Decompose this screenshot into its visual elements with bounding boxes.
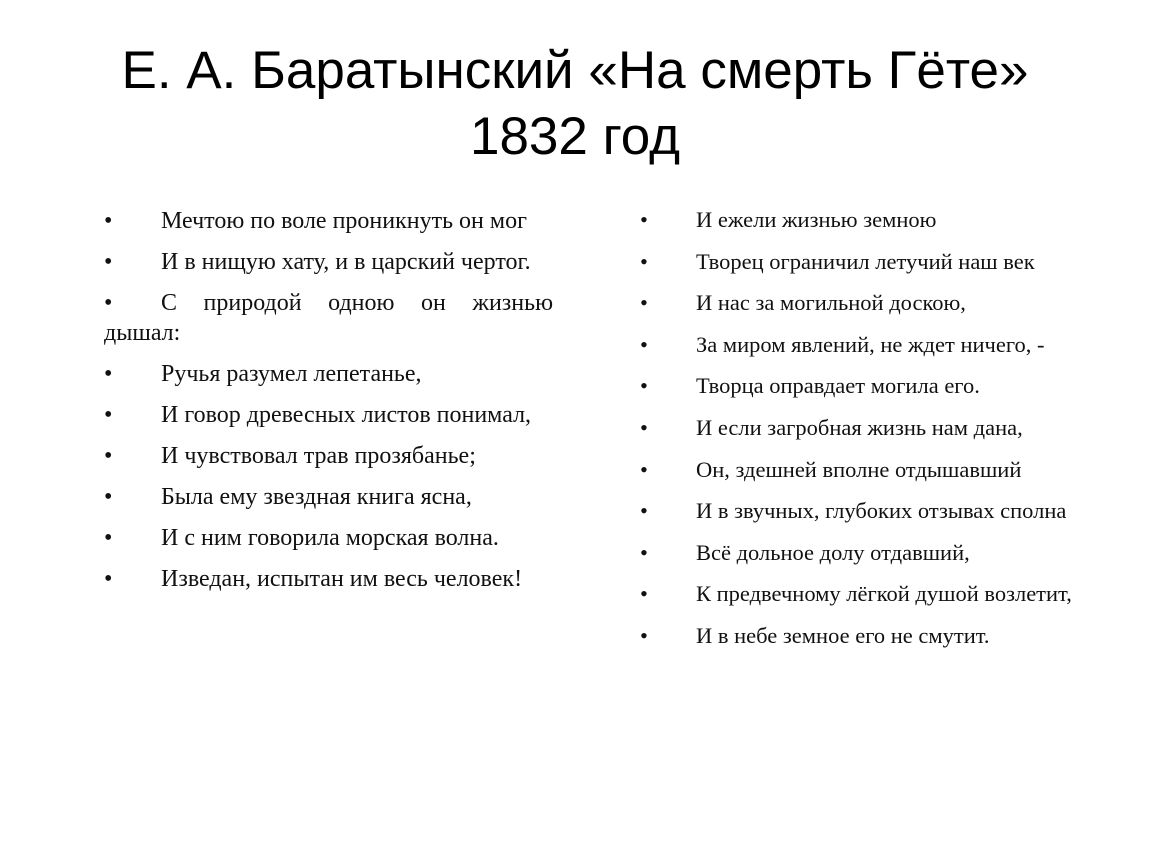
bullet-icon: • [640, 622, 648, 648]
bullet-icon: • [640, 331, 648, 357]
bullet-icon: • [640, 414, 648, 440]
verse-line: • Была ему звездная книга ясна, [104, 484, 472, 510]
verse-line: • За миром явлений, не ждет ничего, - [640, 331, 1045, 357]
verse-line: • И с ним говорила морская волна. [104, 525, 499, 551]
bullet-icon: • [104, 566, 113, 592]
title-line-year: 1832 год [469, 107, 681, 166]
verse-line: • И в нищую хату, и в царский чертог. [104, 249, 531, 275]
slide-title [40, 38, 1110, 170]
verse-line: • К предвечному лёгкой душой возлетит, [640, 581, 1072, 607]
verse-line: • Творец ограничил летучий наш век [640, 248, 1035, 274]
verse-line: • И в небе земное его не смутит. [640, 622, 990, 648]
verse-line: • И чувствовал трав прозябанье; [104, 443, 476, 469]
verse-line: • Мечтою по воле проникнуть он мог [104, 208, 527, 234]
verse-line: • Ручья разумел лепетанье, [104, 361, 422, 387]
bullet-icon: • [104, 249, 113, 275]
bullet-icon: • [640, 290, 648, 316]
verse-line: • И если загробная жизнь нам дана, [640, 414, 1023, 440]
bullet-icon: • [640, 207, 648, 232]
verse-line: • И нас за могильной доскою, [640, 290, 966, 316]
verse-line: • И говор древесных листов понимал, [104, 402, 532, 428]
bullet-icon: • [640, 581, 648, 607]
bullet-icon: • [104, 525, 113, 551]
verse-line: • С природой одною он жизнью дышал: [104, 290, 553, 346]
verse-line: • И в звучных, глубоких отзывах сполна [640, 498, 1067, 524]
bullet-icon: • [640, 456, 648, 482]
poem-column-left [104, 206, 553, 605]
bullet-icon: • [104, 290, 113, 316]
title-line-author: Е. А. Баратынский «На смерть Гёте» [121, 41, 1029, 100]
bullet-icon: • [640, 539, 648, 565]
poem-column-right [640, 206, 1130, 664]
bullet-icon: • [104, 443, 113, 469]
bullet-icon: • [640, 498, 648, 524]
bullet-icon: • [104, 361, 113, 387]
bullet-icon: • [640, 248, 648, 274]
bullet-icon: • [104, 208, 113, 234]
bullet-icon: • [104, 484, 113, 510]
verse-line: • Всё дольное долу отдавший, [640, 539, 970, 565]
verse-line: • Изведан, испытан им весь человек! [104, 566, 523, 592]
verse-line: • И ежели жизнью земною [640, 207, 937, 232]
bullet-icon: • [104, 402, 113, 428]
verse-line: • Творца оправдает могила его. [640, 373, 980, 399]
verse-line: • Он, здешней вполне отдышавший [640, 456, 1022, 482]
bullet-icon: • [640, 373, 648, 399]
